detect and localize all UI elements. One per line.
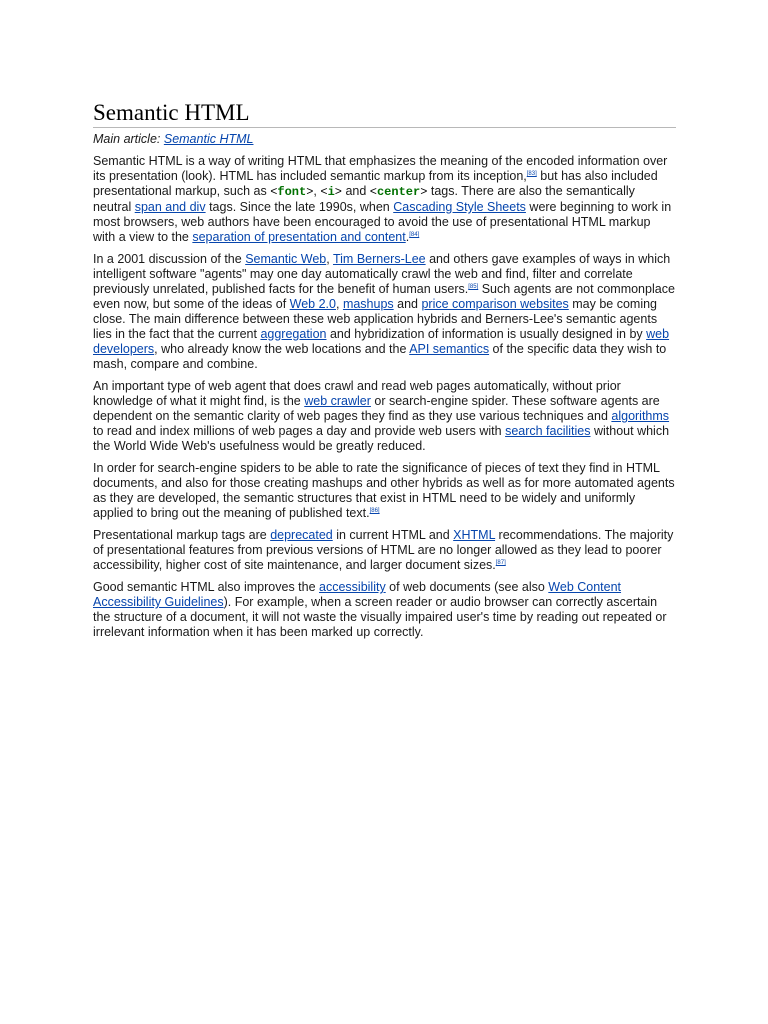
main-article-link[interactable]: Semantic HTML: [163, 132, 254, 146]
link-algorithms[interactable]: algorithms: [611, 409, 670, 423]
text: tags. There are also the semantically neutral: [93, 184, 635, 214]
text: Good semantic HTML also improves the: [93, 580, 320, 594]
reference-85[interactable]: [468, 284, 478, 290]
link-separation-of-presentation[interactable]: separation of presentation and content: [192, 230, 406, 244]
link-deprecated[interactable]: deprecated: [270, 528, 333, 542]
main-article-hatnote: [93, 132, 676, 154]
link-mashups[interactable]: mashups: [342, 297, 394, 311]
text: tags. Since the late 1990s, when: [205, 200, 394, 214]
text: ). For example, when a screen reader or audio browser can correctly ascertain the structure of a document, it will not waste the visually impaired user's time by reading out repeated or irrelevant information when it has been marked up correctly.: [93, 595, 667, 639]
text: ,: [335, 297, 343, 311]
paragraph-deprecated-tags: [93, 528, 676, 573]
article-section: [93, 100, 676, 647]
section-heading: Semantic HTML: [93, 100, 676, 128]
hatnote-prefix: Main article:: [93, 132, 164, 146]
text: but has also included presentational markup, such as: [93, 169, 658, 198]
reference-link[interactable]: [86]: [369, 508, 380, 514]
text: without which the World Wide Web's usefulness would be greatly reduced.: [93, 424, 670, 453]
link-accessibility[interactable]: accessibility: [319, 580, 386, 594]
link-web-content-accessibility-guidelines[interactable]: Web Content Accessibility Guidelines: [93, 580, 622, 609]
paragraph-search-spiders: [93, 461, 676, 521]
link-price-comparison-websites[interactable]: price comparison websites: [421, 297, 569, 311]
text: , who already know the web locations and the: [154, 342, 410, 356]
text: and hybridization of information is usually designed in by: [326, 327, 647, 341]
reference-84[interactable]: [409, 232, 419, 238]
text: in current HTML and: [332, 528, 454, 542]
text: recommendations. The majority of presentational features from previous versions of HTML are no longer allowed as they lead to poorer accessibility, higher cost of site maintenance, and larger document sizes.: [93, 528, 674, 572]
text: Presentational markup tags are: [93, 528, 271, 542]
text: An important type of web agent that does crawl and read web pages automatically, without prior knowledge of what it might find, is the: [93, 379, 621, 408]
text: In order for search-engine spiders to be able to rate the significance of pieces of text they find in HTML documents, and also for those creating mashups and other hybrids as well as for more automated agents as they are developed, the semantic structures that exist in HTML need to be widely and uniformly applied to bring out the meaning of published text.: [93, 461, 675, 520]
text: were beginning to work in most browsers, web authors have been encouraged to avoid the use of presentational HTML markup with a view to the: [93, 200, 672, 244]
link-xhtml[interactable]: XHTML: [453, 528, 496, 542]
paragraph-web-crawler: [93, 379, 676, 454]
link-cascading-style-sheets[interactable]: Cascading Style Sheets: [393, 200, 526, 214]
link-semantic-web[interactable]: Semantic Web: [245, 252, 327, 266]
link-search-facilities[interactable]: search facilities: [505, 424, 591, 438]
text: or search-engine spider. These software agents are dependent on the semantic clarity of web pages they find as they use various techniques and: [93, 394, 660, 423]
text: ,: [326, 252, 333, 266]
paragraph-accessibility: [93, 580, 676, 640]
link-tim-berners-lee[interactable]: Tim Berners-Lee: [332, 252, 426, 266]
text: of the specific data they wish to mash, compare and combine.: [93, 342, 667, 371]
text: .: [405, 230, 410, 244]
code-i-tag: <i>: [320, 185, 342, 199]
reference-83[interactable]: [527, 171, 537, 177]
text: to read and index millions of web pages a day and provide web users with: [93, 424, 506, 438]
text: ,: [313, 184, 321, 198]
text: Such agents are not commonplace even now, but some of the ideas of: [93, 282, 675, 311]
text: may be coming close. The main difference between these web application hybrids and Berners-Lee's semantic agents lies in the fact that the current: [93, 297, 658, 341]
link-api-semantics[interactable]: API semantics: [409, 342, 490, 356]
link-web-crawler[interactable]: web crawler: [304, 394, 371, 408]
code-font-tag: <font>: [270, 185, 314, 199]
text: of web documents (see also: [385, 580, 549, 594]
reference-86[interactable]: [370, 508, 380, 514]
link-web-developers[interactable]: web developers: [93, 327, 670, 356]
text: and: [393, 297, 422, 311]
reference-link[interactable]: [84]: [409, 232, 420, 238]
text: In a 2001 discussion of the: [93, 252, 246, 266]
text: and others gave examples of ways in which intelligent software "agents" may one day automatically crawl the web and find, filter and correlate previously unrelated, published facts for the benefit of human users.: [93, 252, 671, 296]
reference-link[interactable]: [87]: [495, 560, 506, 566]
text: Semantic HTML is a way of writing HTML that emphasizes the meaning of the encoded information over its presentation (look). HTML has included semantic markup from its inception,: [93, 154, 668, 183]
text: and: [341, 184, 370, 198]
code-center-tag: <center>: [369, 185, 428, 199]
paragraph-semantic-web: [93, 252, 676, 372]
link-span-and-div[interactable]: span and div: [134, 200, 206, 214]
link-aggregation[interactable]: aggregation: [260, 327, 327, 341]
link-web-2-0[interactable]: Web 2.0: [289, 297, 336, 311]
reference-link[interactable]: [85]: [468, 284, 479, 290]
reference-link[interactable]: [83]: [526, 171, 537, 177]
reference-87[interactable]: [496, 560, 506, 566]
paragraph-semantic-markup: [93, 154, 676, 245]
